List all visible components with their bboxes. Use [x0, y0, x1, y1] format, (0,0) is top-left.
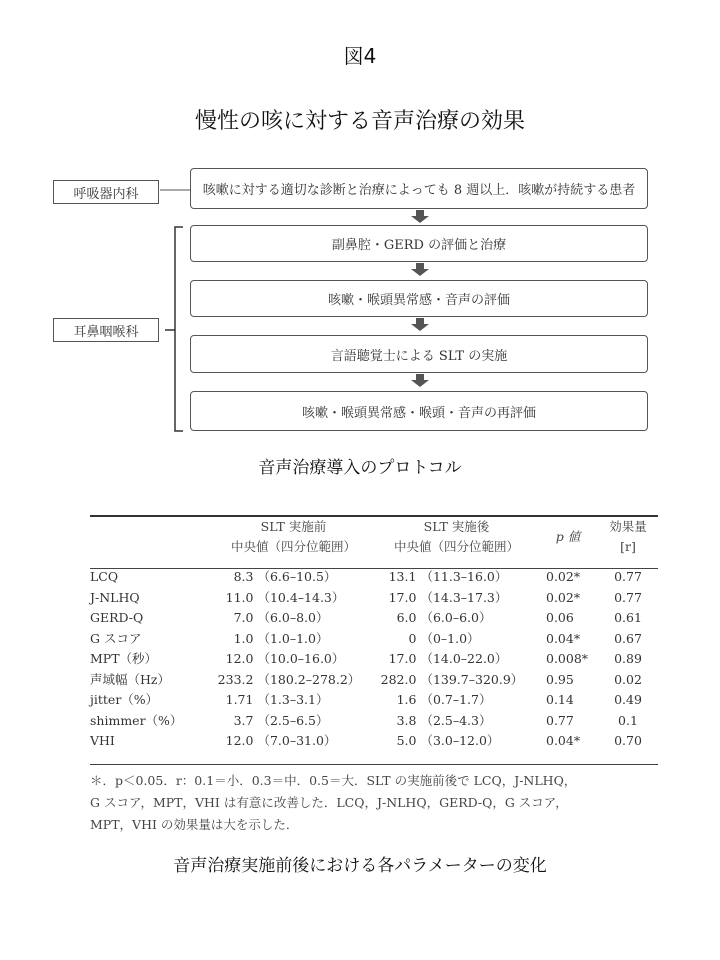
table-row — [90, 731, 658, 752]
cell-r: 0.89 — [614, 651, 642, 666]
table-bottom-rule — [90, 764, 658, 765]
cell-before: 233.2 — [217, 671, 254, 687]
cell-after: 3.8 — [396, 712, 417, 728]
table-row — [90, 711, 658, 732]
figure-title: 慢性の咳に対する音声治療の効果 — [194, 109, 525, 134]
cell-p: 0.04* — [546, 630, 581, 646]
protocol-caption: 音声治療導入のプロトコル — [258, 458, 462, 478]
cell-after: 0 — [408, 630, 417, 646]
cell-after-iqr: （0–1.0） — [420, 630, 480, 646]
footnote-line: G スコア，MPT，VHI は有意に改善した．LCQ，J-NLHQ，GERD-Q，G スコア， — [90, 795, 568, 810]
cell-after-iqr: （139.7–320.9） — [420, 671, 524, 687]
cell-p: 0.14 — [546, 692, 574, 707]
results-table — [90, 517, 658, 752]
cell-before: 12.0 — [225, 733, 254, 748]
cell-r: 0.77 — [614, 589, 642, 605]
figure-label: 図4 — [343, 44, 377, 68]
cell-r: 0.77 — [614, 569, 642, 584]
footnote-line: MPT，VHI の効果量は大を示した． — [90, 817, 299, 832]
cell-p: 0.008* — [546, 651, 589, 666]
table-header-rule — [90, 568, 658, 569]
cell-before-iqr: （10.0–16.0） — [257, 651, 345, 666]
cell-after-iqr: （6.0–6.0） — [420, 610, 492, 625]
cell-before: 8.3 — [233, 569, 254, 584]
row-name: 声域幅（Hz） — [90, 671, 170, 687]
row-name: GERD-Q — [90, 610, 144, 625]
arrow-down-icon — [411, 210, 429, 223]
header-before: SLT 実施前 — [260, 519, 327, 534]
cell-before: 1.71 — [225, 692, 254, 707]
flow-step-4: 言語聴覚士による SLT の実施 — [190, 335, 648, 373]
cell-after: 17.0 — [388, 589, 417, 605]
header-before-sub: 中央値（四分位範囲） — [230, 539, 356, 554]
row-name: VHI — [90, 733, 115, 748]
ent-bracket — [175, 227, 183, 431]
cell-before: 11.0 — [225, 589, 254, 605]
cell-after-iqr: （0.7–1.7） — [420, 692, 492, 707]
flow-step-2: 副鼻腔・GERD の評価と治療 — [190, 225, 648, 262]
cell-after-iqr: （11.3–16.0） — [420, 569, 508, 584]
row-name: shimmer（%） — [90, 712, 183, 728]
cell-after-iqr: （14.3–17.3） — [420, 589, 508, 605]
cell-before-iqr: （1.0–1.0） — [257, 630, 329, 646]
cell-before-iqr: （2.5–6.5） — [257, 712, 329, 728]
dept-ent-label: 耳鼻咽喉科 — [53, 318, 159, 342]
cell-after-iqr: （3.0–12.0） — [420, 733, 500, 748]
header-effect: 効果量 — [609, 519, 647, 534]
cell-before-iqr: （6.6–10.5） — [257, 569, 337, 584]
cell-r: 0.1 — [618, 712, 638, 728]
cell-p: 0.02* — [546, 569, 581, 584]
header-effect-sub: [r] — [620, 539, 636, 554]
table-footnote — [90, 770, 658, 836]
cell-after: 282.0 — [380, 671, 417, 687]
header-after-sub: 中央値（四分位範囲） — [393, 539, 519, 554]
arrow-down-icon — [411, 318, 429, 331]
cell-before: 1.0 — [233, 630, 254, 646]
flow-step-3: 咳嗽・喉頭異常感・音声の評価 — [190, 280, 648, 317]
footnote-line: ＊．p＜0.05．r：0.1＝小．0.3＝中．0.5＝大．SLT の実施前後で LCQ，J-NLHQ， — [90, 773, 577, 788]
table-header-row-1 — [90, 517, 658, 537]
dept-pulmonology-label: 呼吸器内科 — [53, 180, 159, 204]
cell-p: 0.77 — [546, 712, 574, 728]
cell-after-iqr: （14.0–22.0） — [420, 651, 508, 666]
table-row — [90, 670, 658, 691]
arrow-down-icon — [411, 374, 429, 387]
flow-step-5: 咳嗽・喉頭異常感・喉頭・音声の再評価 — [190, 391, 648, 431]
cell-r: 0.49 — [614, 692, 642, 707]
cell-p: 0.02* — [546, 589, 581, 605]
table-row — [90, 588, 658, 609]
row-name: jitter（%） — [90, 692, 159, 707]
cell-p: 0.95 — [546, 671, 574, 687]
cell-before-iqr: （10.4–14.3） — [257, 589, 345, 605]
cell-before: 12.0 — [225, 651, 254, 666]
table-row — [90, 629, 658, 650]
row-name: MPT（秒） — [90, 651, 158, 666]
cell-before-iqr: （7.0–31.0） — [257, 733, 337, 748]
header-blank — [90, 517, 212, 557]
cell-before-iqr: （6.0–8.0） — [257, 610, 329, 625]
row-name: G スコア — [90, 630, 142, 646]
table-row — [90, 567, 658, 588]
cell-before: 3.7 — [233, 712, 254, 728]
table-row — [90, 690, 658, 711]
row-name: J-NLHQ — [90, 589, 140, 605]
cell-p: 0.06 — [546, 610, 574, 625]
cell-after: 1.6 — [396, 692, 417, 707]
cell-after: 6.0 — [396, 610, 417, 625]
cell-r: 0.67 — [614, 630, 642, 646]
cell-r: 0.70 — [614, 733, 642, 748]
row-name: LCQ — [90, 569, 119, 584]
cell-before-iqr: （180.2–278.2） — [257, 671, 361, 687]
cell-after: 13.1 — [388, 569, 417, 584]
cell-after-iqr: （2.5–4.3） — [420, 712, 492, 728]
header-p: p 値 — [555, 529, 581, 544]
cell-before-iqr: （1.3–3.1） — [257, 692, 329, 707]
cell-r: 0.02 — [614, 671, 642, 687]
cell-p: 0.04* — [546, 733, 581, 748]
cell-after: 5.0 — [396, 733, 417, 748]
cell-r: 0.61 — [614, 610, 642, 625]
table-row — [90, 608, 658, 629]
flow-step-1: 咳嗽に対する適切な診断と治療によっても 8 週以上．咳嗽が持続する患者 — [190, 168, 648, 209]
table-row — [90, 649, 658, 670]
table-caption: 音声治療実施前後における各パラメーターの変化 — [173, 856, 547, 876]
cell-before: 7.0 — [233, 610, 254, 625]
arrow-down-icon — [411, 263, 429, 276]
header-after: SLT 実施後 — [423, 519, 490, 534]
cell-after: 17.0 — [388, 651, 417, 666]
